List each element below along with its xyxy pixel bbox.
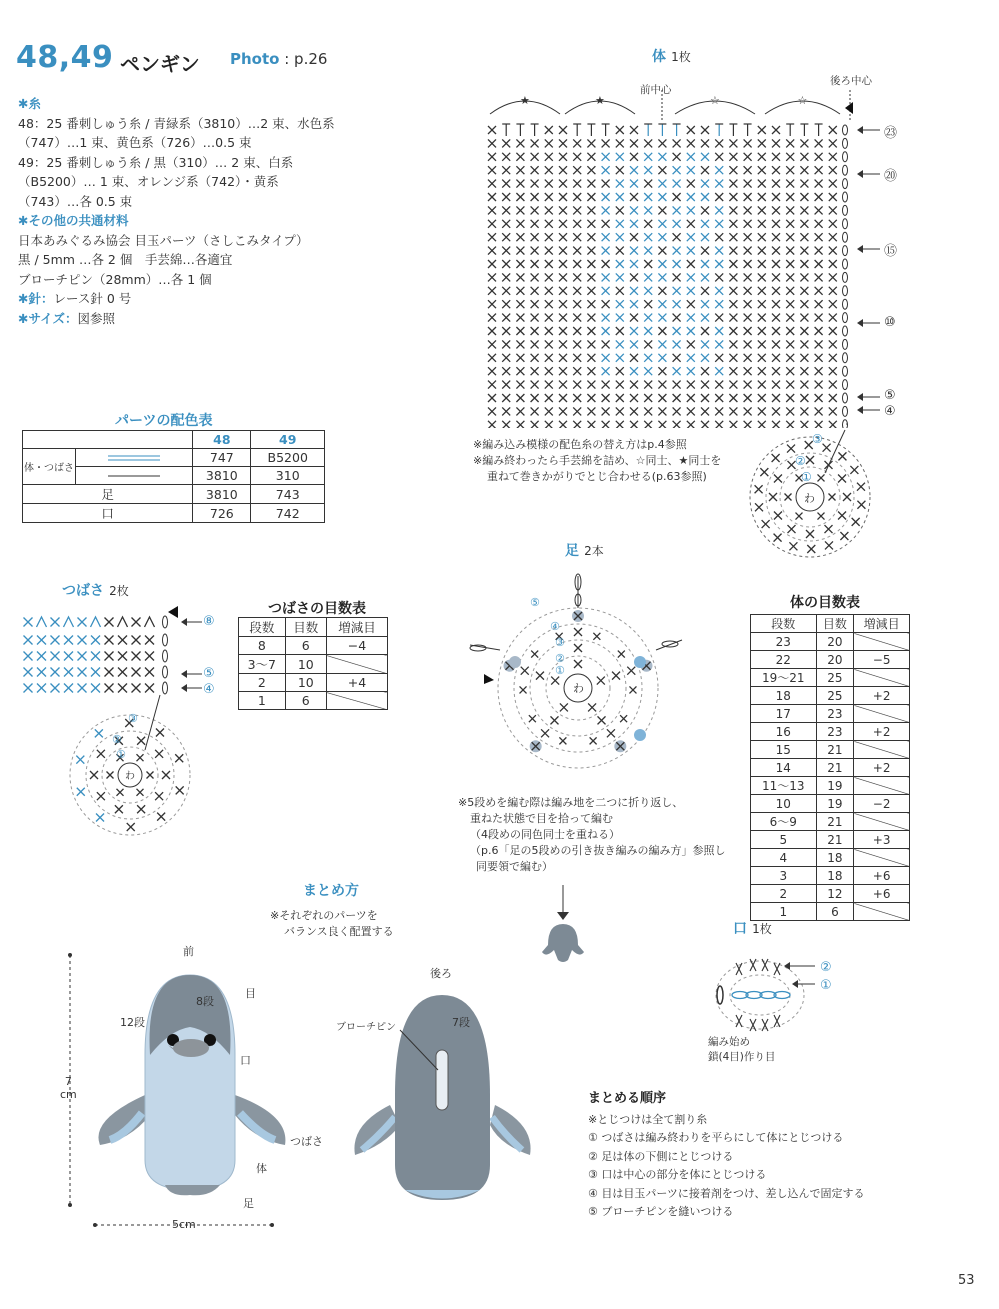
pattern-number: 48,49 xyxy=(16,40,114,75)
table-row: 10 19 −2 xyxy=(751,795,910,813)
svg-text:☆: ☆ xyxy=(797,94,808,107)
row-label: ⑮ xyxy=(884,244,898,259)
row-label: ⑳ xyxy=(884,169,898,184)
svg-text:④: ④ xyxy=(550,620,560,633)
table-row: 19〜21 25 xyxy=(751,669,910,687)
body-table-title: 体の目数表 xyxy=(790,595,860,611)
order-line: ④ 目は目玉パーツに接着剤をつけ、差し込んで固定する xyxy=(588,1186,865,1200)
common-heading: ✱その他の共通材料 xyxy=(18,213,129,228)
order-line: ② 足は体の下側にとじつける xyxy=(588,1149,734,1163)
table-row: 2 12 +6 xyxy=(751,885,910,903)
order-line: ※とじつけは全て割り糸 xyxy=(588,1112,708,1126)
common-line: 日本あみぐるみ協会 目玉パーツ（さしこみタイプ） xyxy=(18,232,309,248)
body-chart-title: 体 1枚 xyxy=(652,49,691,65)
table-row: 1 6 xyxy=(751,903,910,921)
row-label: ④ xyxy=(884,404,896,419)
front-center-label: 前中心 xyxy=(640,84,672,96)
body-label: 体 xyxy=(256,1162,267,1175)
size-line: ✱サイズ：図参照 xyxy=(18,310,115,326)
body-table: 段数 目数 増減目 23 20 22 20 −5 19〜21 25 18 25 +2 17 23 16 23 +2 15 21 14 21 +2 11〜13 19 10 19 −2 6〜9 21 5 21 +3 4 18 3 18 +6 2 12 +6 1 6 xyxy=(750,614,910,921)
width-dimension: 5cm xyxy=(172,1218,196,1231)
svg-text:①: ① xyxy=(116,748,126,761)
svg-text:★: ★ xyxy=(595,94,605,107)
foot-chart-title: 足 2本 xyxy=(565,543,604,559)
eye-label: 目 xyxy=(245,987,256,1000)
order-line: ① つばさは編み終わりを平らにして体にとじつける xyxy=(588,1131,844,1144)
assembly-note: ※それぞれのパーツを バランス良く配置する xyxy=(270,909,394,938)
wing-table: 段数 目数 増減目 8 6 −4 3〜7 10 2 10 +4 1 6 xyxy=(238,617,388,710)
svg-text:①: ① xyxy=(801,470,812,484)
wing-row-label: ⑧ xyxy=(203,614,215,629)
foot-crochet-chart xyxy=(460,570,690,790)
svg-text:②: ② xyxy=(820,960,832,975)
wing-crochet-chart xyxy=(20,600,230,840)
body-notes: ※編み込み模様の配色糸の替え方はp.4参照 ※編み終わったら手芸綿を詰め、☆同士、★同士を 重ねて巻きかがりでとじ合わせる(p.63参照) xyxy=(473,438,722,483)
table-row: 23 20 xyxy=(751,633,910,651)
color-table: 48 49 体・つばさ 747 B5200 3810 310 足 3810 743 口 726 742 xyxy=(22,430,325,523)
wing-row-label: ④ xyxy=(203,682,215,697)
pattern-title: ペンギン xyxy=(120,52,200,76)
row12-label: 12段 xyxy=(120,1016,145,1029)
table-row: 3 18 +6 xyxy=(751,867,910,885)
svg-text:③: ③ xyxy=(128,712,138,725)
penguin-front-illustration xyxy=(50,935,350,1235)
height-dimension: 7 cm xyxy=(60,1075,77,1101)
mouth-label: 口 xyxy=(240,1054,251,1067)
mouth-crochet-chart xyxy=(710,945,850,1040)
svg-text:わ: わ xyxy=(573,682,584,695)
svg-text:③: ③ xyxy=(812,432,823,446)
yarn-49: 49：25 番刺しゅう糸 / 黒（310）… 2 束、白系（B5200）… 1 束、オレンジ系（742）・黄系（743）…各 0.5 束 xyxy=(18,154,294,209)
svg-text:わ: わ xyxy=(804,492,815,505)
table-row: 14 21 +2 xyxy=(751,759,910,777)
row-label: ⑩ xyxy=(884,315,896,330)
table-row: 11〜13 19 xyxy=(751,777,910,795)
row8-label: 8段 xyxy=(196,995,214,1008)
svg-text:★: ★ xyxy=(520,94,530,107)
body-crochet-chart xyxy=(470,88,940,428)
back-center-label: 後ろ中心 xyxy=(830,75,872,87)
table-row: 17 23 xyxy=(751,705,910,723)
order-line: ⑤ ブローチピンを縫いつける xyxy=(588,1205,734,1218)
yarn-heading: ✱糸 xyxy=(18,96,41,111)
row-label: ㉓ xyxy=(884,126,898,141)
brooch-label: ブローチピン xyxy=(336,1022,396,1033)
mouth-chart-title: 口 1枚 xyxy=(733,921,772,937)
svg-text:②: ② xyxy=(795,454,806,468)
wing-row-label: ⑤ xyxy=(203,666,215,681)
table-row: 6〜9 21 xyxy=(751,813,910,831)
table-row: 18 25 +2 xyxy=(751,687,910,705)
common-line: 黒 / 5mm …各 2 個 手芸綿…各適宜 xyxy=(18,252,233,267)
wing-chart-title: つばさ 2枚 xyxy=(62,583,129,599)
yarn-48: 48：25 番刺しゅう糸 / 青緑系（3810）…2 束、水色系（747）…1 束、黄色系（726）…0.5 束 xyxy=(18,115,335,150)
row7-label: 7段 xyxy=(452,1016,470,1029)
svg-text:わ: わ xyxy=(125,771,135,782)
needle-line: ✱針：レース針 0 号 xyxy=(18,291,132,306)
color-table-title: パーツの配色表 xyxy=(115,413,213,429)
svg-text:☆: ☆ xyxy=(710,94,720,107)
svg-text:①: ① xyxy=(820,978,832,993)
wing-table-title: つばさの目数表 xyxy=(268,601,366,617)
order-line: ③ 口は中心の部分を体にとじつける xyxy=(588,1168,767,1181)
svg-text:②: ② xyxy=(555,652,565,665)
assembly-title: まとめ方 xyxy=(303,883,359,899)
wing-label: つばさ xyxy=(290,1135,323,1148)
assembly-order xyxy=(588,1090,918,1222)
back-label: 後ろ xyxy=(430,967,452,980)
front-label: 前 xyxy=(183,945,194,958)
materials-list xyxy=(18,94,338,328)
foot-assembly-illustration xyxy=(540,880,590,970)
table-row: 16 23 +2 xyxy=(751,723,910,741)
mouth-start-note: 編み始め 鎖(4目)作り目 xyxy=(708,1036,776,1063)
foot-label: 足 xyxy=(243,1197,254,1210)
table-row: 5 21 +3 xyxy=(751,831,910,849)
body-base-ring-chart xyxy=(745,425,895,570)
order-title: まとめる順序 xyxy=(588,1091,667,1106)
svg-text:③: ③ xyxy=(555,636,565,649)
table-row: 15 21 xyxy=(751,741,910,759)
page-number: 53 xyxy=(958,1273,975,1288)
svg-text:①: ① xyxy=(555,664,565,677)
svg-text:②: ② xyxy=(112,733,122,746)
photo-reference: Photo : p.26 xyxy=(230,50,328,68)
foot-notes: ※5段めを編む際は編み地を二つに折り返し、 重ねた状態で目を拾って編む （4段めの同色同士を重ねる） （p.6「足の5段めの引き抜き編みの編み方」参照し 同要領で編む） xyxy=(458,796,726,873)
table-row: 22 20 −5 xyxy=(751,651,910,669)
svg-text:⑤: ⑤ xyxy=(530,596,540,609)
common-line: ブローチピン（28mm）…各 1 個 xyxy=(18,271,212,287)
table-row: 4 18 xyxy=(751,849,910,867)
row-label: ⑤ xyxy=(884,388,896,403)
